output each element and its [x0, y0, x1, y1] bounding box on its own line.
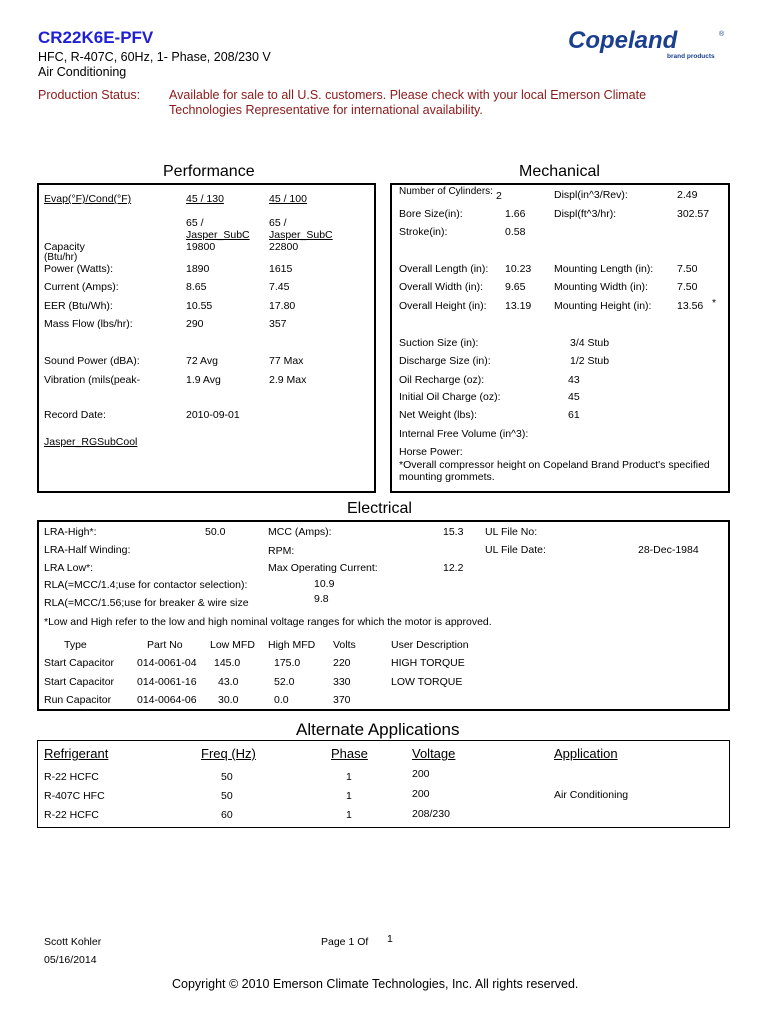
record-date-value: 2010-09-01	[186, 409, 240, 421]
page-label: Page 1 Of	[321, 936, 369, 948]
mounting-length-value: 7.50	[677, 263, 698, 275]
cap-row-description: HIGH TORQUE	[391, 657, 465, 669]
discharge-size-label: Discharge Size (in):	[399, 355, 491, 367]
capacity-unit-label: (Btu/hr)	[44, 252, 78, 263]
cap-row-volts: 370	[333, 694, 351, 706]
cap-row-low: 145.0	[214, 657, 241, 669]
overall-height-label: Overall Height (in):	[399, 300, 487, 312]
vibration-label: Vibration (mils(peak-	[44, 374, 141, 386]
net-weight-label: Net Weight (lbs):	[399, 409, 477, 421]
cap-header-volts: Volts	[333, 639, 356, 651]
mounting-width-label: Mounting Width (in):	[554, 281, 648, 293]
cap-row-high: 52.0	[274, 676, 295, 688]
bore-label: Bore Size(in):	[399, 208, 463, 220]
alt-header-application: Application	[554, 746, 618, 761]
alt-row-application: Air Conditioning	[554, 789, 629, 801]
overall-length-label: Overall Length (in):	[399, 263, 489, 275]
suction-size-label: Suction Size (in):	[399, 337, 479, 349]
evap-cond-col1: 45 / 130	[186, 193, 224, 205]
current-col2: 7.45	[269, 281, 290, 293]
initial-oil-label: Initial Oil Charge (oz):	[399, 391, 501, 403]
production-status-text-2: Technologies Representative for international availability.	[169, 103, 483, 117]
overall-width-label: Overall Width (in):	[399, 281, 484, 293]
overall-length-value: 10.23	[505, 263, 532, 275]
lra-low-label: LRA Low*:	[44, 562, 94, 574]
bore-value: 1.66	[505, 208, 526, 220]
horse-power-label: Horse Power:	[399, 446, 463, 458]
displ-rev-label: Displ(in^3/Rev):	[554, 189, 628, 201]
displ-rev-value: 2.49	[677, 189, 698, 201]
height-note-1: *Overall compressor height on Copeland Brand Product's specified	[399, 459, 710, 471]
alt-header-freq: Freq (Hz)	[201, 746, 256, 761]
capacity-label: Capacity	[44, 241, 85, 253]
alt-row-voltage: 200	[412, 768, 430, 780]
mass-flow-label: Mass Flow (lbs/hr):	[44, 318, 133, 330]
logo-wordmark: Copeland	[568, 27, 678, 54]
alt-row-voltage: 208/230	[412, 808, 450, 820]
lra-high-value: 50.0	[205, 526, 226, 538]
alt-row-freq: 60	[221, 809, 233, 821]
displ-hr-value: 302.57	[677, 208, 710, 220]
cap-header-high-mfd: High MFD	[268, 639, 316, 651]
subcool-col2-line2: Jasper_SubC	[269, 229, 333, 241]
cap-row-high: 175.0	[274, 657, 301, 669]
height-note-2: mounting grommets.	[399, 471, 495, 483]
mounting-width-value: 7.50	[677, 281, 698, 293]
model-number: CR22K6E-PFV	[38, 28, 154, 47]
electrical-title: Electrical	[347, 500, 412, 517]
ul-date-value: 28-Dec-1984	[638, 544, 699, 556]
subcool-col1-line2: Jasper_SubC	[186, 229, 250, 241]
cap-header-part: Part No	[147, 639, 183, 651]
alt-row-refrigerant: R-407C HFC	[44, 790, 105, 802]
mass-flow-col1: 290	[186, 318, 204, 330]
cap-row-type: Start Capacitor	[44, 676, 115, 688]
application-line: Air Conditioning	[38, 65, 127, 79]
page-total: 1	[387, 933, 393, 945]
suction-size-value: 3/4 Stub	[570, 337, 610, 349]
cap-row-description: LOW TORQUE	[391, 676, 463, 688]
discharge-size-value: 1/2 Stub	[570, 355, 610, 367]
alt-header-refrigerant: Refrigerant	[44, 746, 109, 761]
cylinders-label: Number of Cylinders:	[399, 186, 493, 197]
alt-header-phase: Phase	[331, 746, 368, 761]
eer-col2: 17.80	[269, 300, 296, 312]
mass-flow-col2: 357	[269, 318, 287, 330]
cap-row-part: 014-0061-16	[137, 676, 197, 688]
free-volume-label: Internal Free Volume (in^3):	[399, 428, 529, 440]
cap-row-low: 30.0	[218, 694, 239, 706]
copeland-logo	[566, 26, 732, 64]
alt-row-freq: 50	[221, 790, 233, 802]
evap-cond-col2: 45 / 100	[269, 193, 307, 205]
production-status-text-1: Available for sale to all U.S. customers. Please check with your local Emerson Climate	[169, 88, 647, 102]
copyright: Copyright © 2010 Emerson Climate Technologies, Inc. All rights reserved.	[172, 977, 579, 991]
alt-row-voltage: 200	[412, 788, 430, 800]
vibration-col1: 1.9 Avg	[186, 374, 221, 386]
eer-label: EER (Btu/Wh):	[44, 300, 113, 312]
cap-row-type: Start Capacitor	[44, 657, 115, 669]
rla-contactor-label: RLA(=MCC/1.4;use for contactor selection):	[44, 579, 248, 591]
vibration-col2: 2.9 Max	[269, 374, 307, 386]
oil-recharge-value: 43	[568, 374, 580, 386]
overall-width-value: 9.65	[505, 281, 526, 293]
sound-power-label: Sound Power (dBA):	[44, 355, 140, 367]
cap-row-low: 43.0	[218, 676, 239, 688]
production-status-label: Production Status:	[38, 88, 141, 102]
oil-recharge-label: Oil Recharge (oz):	[399, 374, 485, 386]
displ-hr-label: Displ(ft^3/hr):	[554, 208, 617, 220]
ul-date-label: UL File Date:	[485, 544, 546, 556]
subcool-col1-line1: 65 /	[186, 217, 204, 229]
power-label: Power (Watts):	[44, 263, 114, 275]
rla-breaker-value: 9.8	[314, 593, 329, 605]
alt-row-phase: 1	[346, 790, 352, 802]
evap-cond-label: Evap(°F)/Cond(°F)	[44, 193, 132, 205]
cap-row-volts: 330	[333, 676, 351, 688]
subcool-footer-label: Jasper_RGSubCool	[44, 436, 138, 448]
ul-file-label: UL File No:	[485, 526, 538, 538]
capacity-col1: 19800	[186, 241, 216, 253]
rpm-label: RPM:	[268, 545, 295, 557]
logo-registered-mark: ®	[719, 31, 725, 38]
author-name: Scott Kohler	[44, 936, 102, 948]
alt-row-phase: 1	[346, 809, 352, 821]
cap-row-type: Run Capacitor	[44, 694, 112, 706]
mechanical-title: Mechanical	[519, 163, 600, 180]
performance-title: Performance	[163, 163, 255, 180]
sound-power-col2: 77 Max	[269, 355, 304, 367]
alt-row-refrigerant: R-22 HCFC	[44, 771, 99, 783]
current-label: Current (Amps):	[44, 281, 119, 293]
max-op-current-label: Max Operating Current:	[268, 562, 378, 574]
alternate-title: Alternate Applications	[296, 720, 460, 739]
eer-col1: 10.55	[186, 300, 213, 312]
cap-row-volts: 220	[333, 657, 351, 669]
overall-height-value: 13.19	[505, 300, 532, 312]
logo-subtitle: brand products	[667, 53, 715, 60]
electrical-note: *Low and High refer to the low and high nominal voltage ranges for which the motor is approved.	[44, 616, 492, 628]
alt-row-refrigerant: R-22 HCFC	[44, 809, 99, 821]
cylinders-value: 2	[496, 190, 502, 202]
alternate-box	[37, 740, 730, 828]
power-col2: 1615	[269, 263, 293, 275]
height-asterisk: *	[712, 297, 717, 309]
stroke-label: Stroke(in):	[399, 226, 448, 238]
cap-row-part: 014-0064-06	[137, 694, 197, 706]
mounting-height-label: Mounting Height (in):	[554, 300, 652, 312]
initial-oil-value: 45	[568, 391, 580, 403]
alt-row-freq: 50	[221, 771, 233, 783]
mounting-height-value: 13.56	[677, 300, 704, 312]
max-op-current-value: 12.2	[443, 562, 464, 574]
record-date-label: Record Date:	[44, 409, 106, 421]
print-date: 05/16/2014	[44, 954, 97, 966]
lra-high-label: LRA-High*:	[44, 526, 97, 538]
cap-header-description: User Description	[391, 639, 469, 651]
mounting-length-label: Mounting Length (in):	[554, 263, 654, 275]
alt-header-voltage: Voltage	[412, 746, 456, 761]
current-col1: 8.65	[186, 281, 207, 293]
sound-power-col1: 72 Avg	[186, 355, 218, 367]
mcc-label: MCC (Amps):	[268, 526, 332, 538]
net-weight-value: 61	[568, 409, 580, 421]
rla-contactor-value: 10.9	[314, 578, 335, 590]
capacity-col2: 22800	[269, 241, 299, 253]
stroke-value: 0.58	[505, 226, 526, 238]
mcc-value: 15.3	[443, 526, 464, 538]
power-col1: 1890	[186, 263, 210, 275]
cap-row-part: 014-0061-04	[137, 657, 197, 669]
rla-breaker-label: RLA(=MCC/1.56;use for breaker & wire size	[44, 597, 249, 609]
alt-row-phase: 1	[346, 771, 352, 783]
cap-header-type: Type	[64, 639, 87, 651]
cap-row-high: 0.0	[274, 694, 289, 706]
cap-header-low-mfd: Low MFD	[210, 639, 255, 651]
lra-half-label: LRA-Half Winding:	[44, 544, 131, 556]
spec-line: HFC, R-407C, 60Hz, 1- Phase, 208/230 V	[38, 50, 271, 64]
subcool-col2-line1: 65 /	[269, 217, 287, 229]
